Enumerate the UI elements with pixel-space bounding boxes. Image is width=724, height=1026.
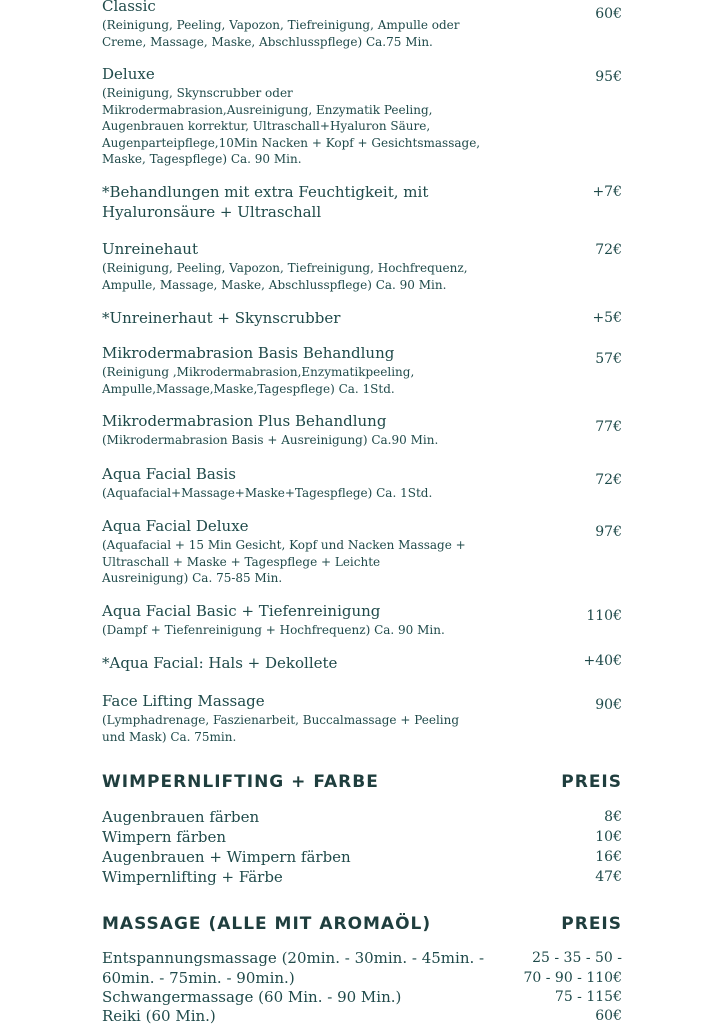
treatment-price: 90€: [595, 697, 622, 713]
list-item: [102, 309, 482, 328]
section-price-header: PREIS: [561, 914, 622, 934]
list-item: [102, 517, 467, 587]
list-item: [102, 344, 442, 397]
list-item: [102, 692, 467, 745]
list-item: [102, 654, 482, 673]
treatment-price: +7€: [592, 184, 622, 200]
treatment-price: 72€: [595, 242, 622, 258]
item-price: 70 - 90 - 110€: [523, 970, 622, 986]
treatment-price: 72€: [595, 472, 622, 488]
list-item: [102, 240, 482, 293]
treatment-name: Face Lifting Massage: [102, 692, 265, 710]
treatment-description: (Lymphadrenage, Faszienarbeit, Buccalmassage + Peeling und Mask) Ca. 75min.: [102, 713, 460, 744]
item-price: 25 - 35 - 50 -: [532, 950, 622, 966]
list-item: 60min. - 75min. - 90min.): [102, 969, 295, 987]
item-price: 8€: [604, 809, 622, 825]
treatment-description: (Aquafacial+Massage+Maske+Tagespflege) Ca. 1Std.: [102, 486, 433, 500]
list-item: Augenbrauen färben: [102, 808, 260, 826]
item-price: 16€: [595, 849, 622, 865]
treatment-description: (Reinigung, Peeling, Vapozon, Tiefreinigung, Ampulle oder Creme, Massage, Maske, Abschlusspflege) Ca.75 Min.: [102, 18, 460, 49]
treatment-description: (Mikrodermabrasion Basis + Ausreinigung) Ca.90 Min.: [102, 433, 439, 447]
section-price-header: PREIS: [561, 772, 622, 792]
treatment-description: (Aquafacial + 15 Min Gesicht, Kopf und Nacken Massage + Ultraschall + Maske + Tagespflege + Leichte Ausreinigung) Ca. 75-85 Min.: [102, 538, 466, 585]
treatment-name: *Behandlungen mit extra Feuchtigkeit, mit Hyaluronsäure + Ultraschall: [102, 183, 429, 221]
treatment-name: Aqua Facial Basic + Tiefenreinigung: [102, 602, 381, 620]
treatment-description: (Reinigung, Skynscrubber oder Mikrodermabrasion,Ausreinigung, Enzymatik Peeling, Augenbrauen korrektur, Ultraschall+Hyaluron Säure, Augenparteipflege,10Min Nacken + Kopf + Gesichtsmassage, Maske, Tagespflege) Ca. 90 Min.: [102, 86, 481, 166]
item-price: 47€: [595, 869, 622, 885]
treatment-name: Unreinehaut: [102, 240, 198, 258]
treatment-description: (Reinigung, Peeling, Vapozon, Tiefreinigung, Hochfrequenz, Ampulle, Massage, Maske, Abschlusspflege) Ca. 90 Min.: [102, 261, 468, 292]
list-item: Augenbrauen + Wimpern färben: [102, 848, 351, 866]
treatment-name: Deluxe: [102, 65, 155, 83]
treatment-price: +5€: [592, 310, 622, 326]
treatment-name: Mikrodermabrasion Basis Behandlung: [102, 344, 395, 362]
list-item: Wimpernlifting + Färbe: [102, 868, 283, 886]
treatment-description: (Dampf + Tiefenreinigung + Hochfrequenz) Ca. 90 Min.: [102, 623, 445, 637]
treatment-price: 60€: [595, 6, 622, 22]
list-item: Entspannungsmassage (20min. - 30min. - 45min. -: [102, 949, 485, 967]
treatment-price: 110€: [586, 608, 622, 624]
treatment-name: Classic: [102, 0, 156, 15]
treatment-name: Aqua Facial Basis: [102, 465, 237, 483]
list-item: [102, 0, 482, 50]
list-item: [102, 182, 432, 222]
treatment-name: *Unreinerhaut + Skynscrubber: [102, 309, 341, 327]
treatment-name: *Aqua Facial: Hals + Dekollete: [102, 654, 338, 672]
section-title-wimpern: WIMPERNLIFTING + FARBE: [102, 772, 379, 792]
treatment-price: +40€: [583, 653, 622, 669]
treatment-description: (Reinigung ,Mikrodermabrasion,Enzymatikpeeling, Ampulle,Massage,Maske,Tagespflege) Ca. 1Std.: [102, 365, 415, 396]
list-item: [102, 412, 482, 449]
treatment-name: Mikrodermabrasion Plus Behandlung: [102, 412, 387, 430]
list-item: [102, 465, 482, 502]
treatment-price: 97€: [595, 524, 622, 540]
section-title-massage: MASSAGE (ALLE MIT AROMAÖL): [102, 914, 432, 934]
list-item: Schwangermassage (60 Min. - 90 Min.): [102, 988, 402, 1006]
item-price: 75 - 115€: [554, 989, 622, 1005]
item-price: 60€: [595, 1008, 622, 1024]
treatment-price: 95€: [595, 69, 622, 85]
list-item: [102, 65, 482, 168]
list-item: Wimpern färben: [102, 828, 227, 846]
item-price: 10€: [595, 829, 622, 845]
treatment-price: 57€: [595, 351, 622, 367]
treatment-price: 77€: [595, 419, 622, 435]
list-item: Reiki (60 Min.): [102, 1007, 216, 1025]
list-item: [102, 602, 482, 639]
treatment-name: Aqua Facial Deluxe: [102, 517, 249, 535]
